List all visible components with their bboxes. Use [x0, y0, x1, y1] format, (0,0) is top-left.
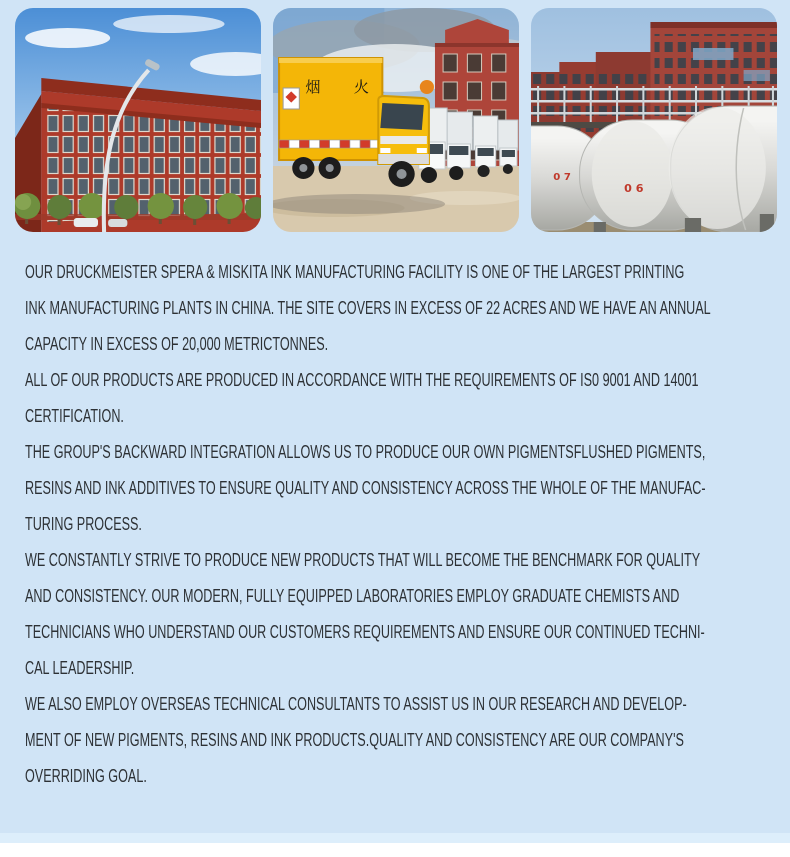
text-line: OUR DRUCKMEISTER SPERA & MISKITA INK MANUFACTURING FACILITY IS ONE OF THE LARGEST PRINTING — [25, 262, 685, 282]
striped-rail — [279, 140, 382, 148]
photo-gallery — [0, 0, 790, 232]
truck-fleet-illustration — [273, 8, 519, 232]
text-line: RESINS AND INK ADDITIVES TO ENSURE QUALITY AND CONSISTENCY ACROSS THE WHOLE OF THE MANUFAC- — [25, 478, 706, 498]
text-line: TURING PROCESS. — [25, 514, 142, 534]
text-line: CAL LEADERSHIP. — [25, 658, 135, 678]
text-line: ALL OF OUR PRODUCTS ARE PRODUCED IN ACCORDANCE WITH THE REQUIREMENTS OF IS0 9001 AND 14001 — [25, 370, 699, 390]
paragraph-certification — [25, 362, 772, 434]
text-line: WE ALSO EMPLOY OVERSEAS TECHNICAL CONSULTANTS TO ASSIST US IN OUR RESEARCH AND DEVELOP- — [25, 694, 687, 714]
paragraph-consultants — [25, 686, 772, 794]
text-line: OVERRIDING GOAL. — [25, 766, 147, 786]
footer-strip — [0, 843, 790, 857]
text-line: AND CONSISTENCY. OUR MODERN, FULLY EQUIPPED LABORATORIES EMPLOY GRADUATE CHEMISTS AND — [25, 586, 680, 606]
storage-tanks-photo — [531, 8, 777, 232]
paragraph-integration — [25, 434, 772, 542]
storage-tanks-illustration — [531, 8, 777, 232]
text-line: CERTIFICATION. — [25, 406, 124, 426]
text-line: INK MANUFACTURING PLANTS IN CHINA. THE SITE COVERS IN EXCESS OF 22 ACRES AND WE HAVE AN ANNUAL — [25, 298, 711, 318]
text-line: CAPACITY IN EXCESS OF 20,000 METRICTONNES. — [25, 334, 329, 354]
text-line: THE GROUP'S BACKWARD INTEGRATION ALLOWS US TO PRODUCE OUR OWN PIGMENTSFLUSHED PIGMENTS, — [25, 442, 706, 462]
company-description — [0, 232, 790, 794]
tank-number-left: 0 7 — [553, 172, 571, 183]
lower-band — [0, 833, 790, 843]
paragraph-quality — [25, 542, 772, 686]
factory-building-photo — [15, 8, 261, 232]
text-line: WE CONSTANTLY STRIVE TO PRODUCE NEW PRODUCTS THAT WILL BECOME THE BENCHMARK FOR QUALITY — [25, 550, 701, 570]
paragraph-facility — [25, 254, 772, 362]
factory-building-illustration — [15, 8, 261, 232]
text-line: TECHNICIANS WHO UNDERSTAND OUR CUSTOMERS REQUIREMENTS AND ENSURE OUR CONTINUED TECHNI- — [25, 622, 705, 642]
truck-box-label: 烟 火 — [305, 78, 384, 96]
text-line: MENT OF NEW PIGMENTS, RESINS AND INK PRODUCTS.QUALITY AND CONSISTENCY ARE OUR COMPANY'S — [25, 730, 684, 750]
truck-fleet-photo — [273, 8, 519, 232]
tank-number-center: 0 6 — [624, 182, 644, 195]
